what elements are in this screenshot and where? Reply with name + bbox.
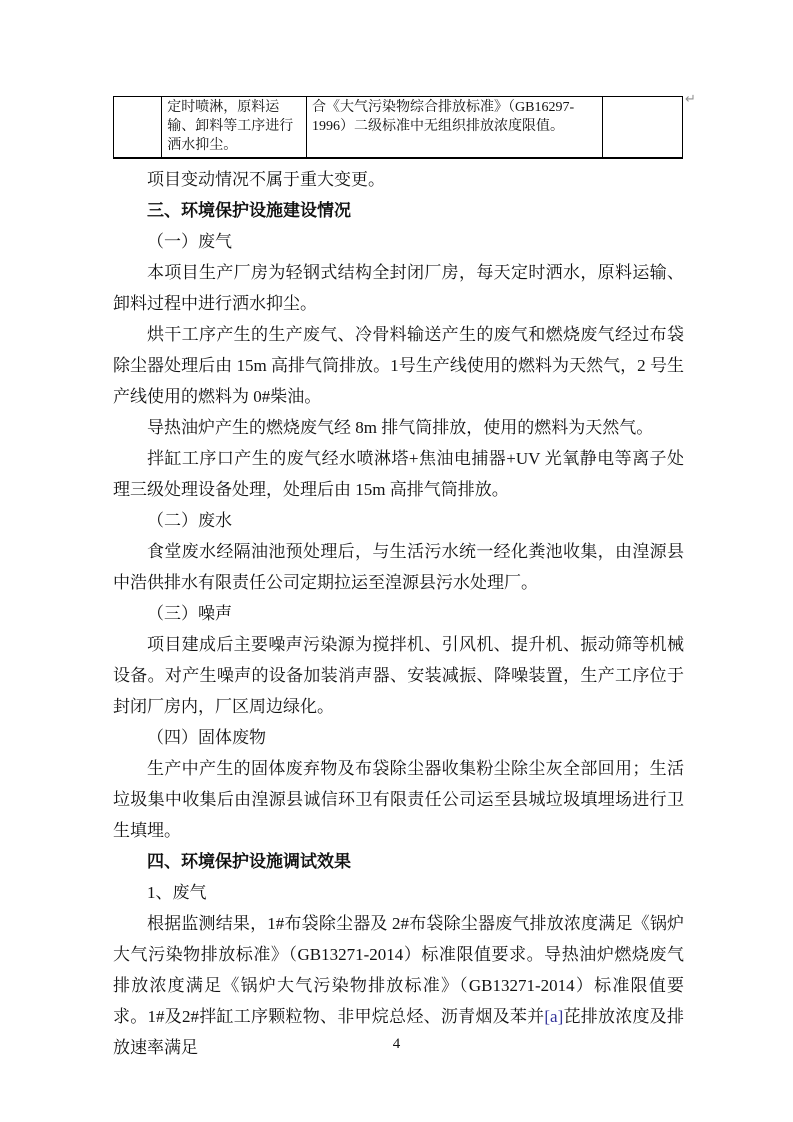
benzo-a-bracket: [a] — [544, 1007, 564, 1026]
subheading-noise: （三）噪声 — [147, 604, 232, 623]
subheading-solid-waste: （四）固体废物 — [147, 728, 266, 747]
paragraph-canteen-wastewater: 食堂废水经隔油池预处理后，与生活污水统一经化粪池收集，由湟源县中浩供排水有限责任公司定期拉运至湟源县污水处理厂。 — [113, 542, 684, 592]
paragraph-solid-waste: 生产中产生的固体废弃物及布袋除尘器收集粉尘除尘灰全部回用；生活垃圾集中收集后由湟源县诚信环卫有限责任公司运至县城垃圾填埋场进行卫生填埋。 — [113, 759, 684, 840]
paragraph-workshop: 本项目生产厂房为轻钢式结构全封闭厂房，每天定时洒水，原料运输、卸料过程中进行洒水抑尘。 — [113, 263, 684, 313]
paragraph-change-note: 项目变动情况不属于重大变更。 — [147, 170, 385, 189]
table-cell-measures: 定时喷淋，原料运输、卸料等工序进行洒水抑尘。 — [162, 97, 307, 159]
paragraph-mixing-process: 拌缸工序口产生的废气经水喷淋塔+焦油电捕器+UV 光氧静电等离子处理三级处理设备处理，处理后由 15m 高排气筒排放。 — [113, 449, 684, 499]
monitoring-text-pre: 根据监测结果，1#布袋除尘器及 2#布袋除尘器废气排放浓度满足《锅炉大气污染物排放标准》（GB13271-2014）标准限值要求。导热油炉燃烧废气排放浓度满足《锅炉大气污染物排放标准》（GB13271-2014）标准限值要求。1#及2#拌缸工序颗粒物、非甲烷总烃、沥青烟及苯并 — [113, 914, 684, 1026]
continuation-table — [113, 96, 683, 159]
paragraph-drying-process: 烘干工序产生的生产废气、冷骨料输送产生的废气和燃烧废气经过布袋除尘器处理后由 15m 高排气筒排放。1号生产线使用的燃料为天然气，2 号生产线使用的燃料为 0#柴油。 — [113, 325, 684, 406]
table-cell-standard: 合《大气污染物综合排放标准》（GB16297-1996）二级标准中无组织排放浓度限值。 — [307, 97, 603, 159]
page-number: 4 — [392, 1036, 401, 1052]
subheading-waste-water: （二）废水 — [147, 511, 232, 530]
table-cell-empty-right — [602, 97, 682, 159]
table-cell-empty-left — [114, 97, 162, 159]
table-row — [114, 97, 683, 159]
monitoring-text-post: 芘排放浓度及排放速率满足 — [113, 1007, 685, 1057]
paragraph-mark-icon: ↵ — [685, 92, 696, 107]
paragraph-noise-sources: 项目建成后主要噪声污染源为搅拌机、引风机、提升机、振动筛等机械设备。对产生噪声的设备加装消声器、安装减振、降噪装置，生产工序位于封闭厂房内，厂区周边绿化。 — [113, 635, 684, 716]
document-content-area — [113, 96, 684, 1063]
section-heading-3: 三、环境保护设施建设情况 — [147, 201, 351, 220]
section-heading-4: 四、环境保护设施调试效果 — [147, 852, 351, 871]
subheading-1-waste-gas: 1、废气 — [147, 883, 207, 902]
subheading-waste-gas: （一）废气 — [147, 232, 232, 251]
paragraph-heat-oil-furnace: 导热油炉产生的燃烧废气经 8m 排气筒排放，使用的燃料为天然气。 — [147, 418, 654, 437]
body-text — [113, 159, 684, 1063]
